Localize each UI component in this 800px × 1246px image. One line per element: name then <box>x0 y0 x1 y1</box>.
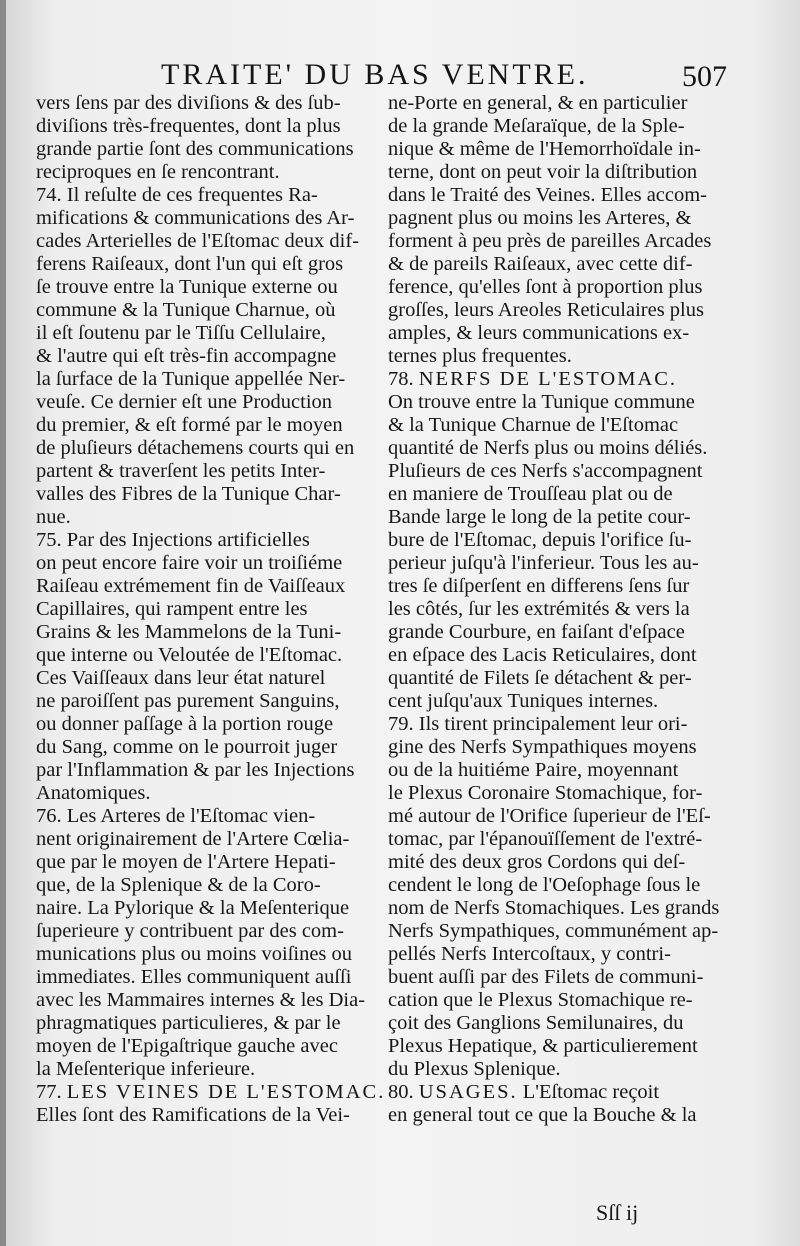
text-line: de la grande Meſaraïque, de la Sple- <box>388 115 685 137</box>
text-line: cades Arterielles de l'Eſtomac deux dif- <box>36 230 360 252</box>
text-line: la Meſenterique inferieure. <box>36 1058 256 1080</box>
text-line: valles des Fibres de la Tunique Char- <box>36 483 341 505</box>
text-line: quantité de Filets ſe détachent & per- <box>388 667 692 689</box>
page-number: 507 <box>682 60 727 93</box>
text-line: on peut encore faire voir un troiſiéme <box>36 552 343 574</box>
text-line: ference, qu'elles ſont à proportion plus <box>388 276 703 298</box>
book-page <box>6 0 800 1246</box>
text-line: 79. Ils tirent principalement leur ori- <box>388 713 688 735</box>
text-line: forment à peu près de pareilles Arcades <box>388 230 712 252</box>
section-number: 77. <box>36 1081 62 1103</box>
text-line: cation que le Plexus Stomachique re- <box>388 989 693 1011</box>
text-line: On trouve entre la Tunique commune <box>388 391 695 413</box>
text-line: & l'autre qui eſt très-fin accompagne <box>36 345 337 367</box>
text-line: tomac, par l'épanouïſſement de l'extré- <box>388 828 703 850</box>
text-line: cendent le long de l'Oeſophage ſous le <box>388 874 701 896</box>
text-line: ſuperieure y contribuent par des com- <box>36 920 344 942</box>
text-line: du Plexus Splenique. <box>388 1058 561 1080</box>
text-line: pellés Nerfs Intercoſtaux, y contri- <box>388 943 671 965</box>
text-line: dans le Traité des Veines. Elles accom- <box>388 184 708 206</box>
text-line: Capillaires, qui rampent entre les <box>36 598 308 620</box>
text-line: phragmatiques particulieres, & par le <box>36 1012 341 1034</box>
text-line: Anatomiques. <box>36 782 151 804</box>
text-line: Plexus Hepatique, & particulierement <box>388 1035 698 1057</box>
text-line: terne, dont on peut voir la diſtribution <box>388 161 698 183</box>
text-line: 75. Par des Injections artificielles <box>36 529 310 551</box>
text-line: en maniere de Trouſſeau plat ou de <box>388 483 673 505</box>
text-line: nom de Nerfs Stomachiques. Les grands <box>388 897 720 919</box>
text-line: grande Courbure, en faiſant d'eſpace <box>388 621 685 643</box>
text-line: en eſpace des Lacis Reticulaires, dont <box>388 644 697 666</box>
signature-mark: Sſſ ij <box>596 1200 639 1225</box>
text-line: 76. Les Arteres de l'Eſtomac vien- <box>36 805 316 827</box>
text-line: ne paroiſſent pas purement Sanguins, <box>36 690 340 712</box>
text-line: mité des deux gros Cordons qui deſ- <box>388 851 686 873</box>
text-line: Grains & les Mammelons de la Tuni- <box>36 621 342 643</box>
text-line: Pluſieurs de ces Nerfs s'accompagnent <box>388 460 703 482</box>
text-line: du premier, & eſt formé par le moyen <box>36 414 343 436</box>
section-heading-78 <box>388 368 718 391</box>
text-line: nent originairement de l'Artere Cœlia- <box>36 828 350 850</box>
text-line: Elles ſont des Ramifications de la Vei- <box>36 1104 350 1126</box>
text-line: munications plus ou moins voiſines ou <box>36 943 353 965</box>
text-line: veuſe. Ce dernier eſt une Production <box>36 391 333 413</box>
text-line: il eſt ſoutenu par le Tiſſu Cellulaire, <box>36 322 326 344</box>
text-line: amples, & leurs communications ex- <box>388 322 690 344</box>
text-line: en general tout ce que la Bouche & la <box>388 1104 697 1126</box>
text-line: & de pareils Raiſeaux, avec cette dif- <box>388 253 693 275</box>
text-line: immediates. Elles communiquent auſſi <box>36 966 352 988</box>
text-line: grande partie ſont des communications <box>36 138 354 160</box>
text-line: pagnent plus ou moins les Arteres, & <box>388 207 692 229</box>
text-line: du Sang, comme on le pourroit juger <box>36 736 338 758</box>
section-number: 80. <box>388 1081 414 1103</box>
text-line: buent auſſi par des Filets de communi- <box>388 966 704 988</box>
text-line: cent juſqu'aux Tuniques internes. <box>388 690 659 712</box>
section-title: NERFS DE L'ESTOMAC. <box>418 368 678 390</box>
text-line: le Plexus Coronaire Stomachique, for- <box>388 782 703 804</box>
text-line: quantité de Nerfs plus ou moins déliés. <box>388 437 708 459</box>
section-title: USAGES. <box>418 1081 518 1103</box>
text-line: partent & traverſent les petits Inter- <box>36 460 326 482</box>
text-line: ou donner paſſage à la portion rouge <box>36 713 334 735</box>
text-line: reciproques en ſe rencontrant. <box>36 161 280 183</box>
text-line: vers ſens par des diviſions & des ſub- <box>36 92 341 114</box>
text-line: nique & même de l'Hemorrhoïdale in- <box>388 138 701 160</box>
text-line: Bande large le long de la petite cour- <box>388 506 691 528</box>
text-line: perieur juſqu'à l'inferieur. Tous les au- <box>388 552 699 574</box>
text-line: Raiſeau extrémement fin de Vaiſſeaux <box>36 575 346 597</box>
text-line: que, de la Splenique & de la Coro- <box>36 874 321 896</box>
text-line: Nerfs Sympathiques, communément ap- <box>388 920 719 942</box>
text-line: nue. <box>36 506 71 528</box>
text-line: commune & la Tunique Charnue, où <box>36 299 336 321</box>
text-line: ou de la huitiéme Paire, moyennant <box>388 759 679 781</box>
text-line: çoit des Ganglions Semilunaires, du <box>388 1012 684 1034</box>
text-line: ferens Raiſeaux, dont l'un qui eſt gros <box>36 253 344 275</box>
text-line: mifications & communications des Ar- <box>36 207 355 229</box>
text-line: naire. La Pylorique & la Meſenterique <box>36 897 350 919</box>
text-line: diviſions très-frequentes, dont la plus <box>36 115 341 137</box>
text-line: 74. Il reſulte de ces frequentes Ra- <box>36 184 318 206</box>
text-line: ne-Porte en general, & en particulier <box>388 92 688 114</box>
text-line: que par le moyen de l'Artere Hepati- <box>36 851 336 873</box>
text-line: tres ſe diſperſent en differens ſens ſur <box>388 575 690 597</box>
text-line: moyen de l'Epigaſtrique gauche avec <box>36 1035 338 1057</box>
text-fragment: L'Eſtomac reçoit <box>522 1081 660 1103</box>
section-heading-77 <box>36 1081 386 1104</box>
left-column <box>36 92 386 1127</box>
text-line: Ces Vaiſſeaux dans leur état naturel <box>36 667 326 689</box>
text-line: gine des Nerfs Sympathiques moyens <box>388 736 697 758</box>
text-line: & la Tunique Charnue de l'Eſtomac <box>388 414 679 436</box>
running-title: TRAITE' DU BAS VENTRE. <box>161 58 589 91</box>
right-column <box>388 92 718 1127</box>
section-number: 78. <box>388 368 414 390</box>
text-line: par l'Inflammation & par les Injections <box>36 759 355 781</box>
text-line: que interne ou Veloutée de l'Eſtomac. <box>36 644 343 666</box>
text-line: groſſes, leurs Areoles Reticulaires plus <box>388 299 704 321</box>
text-line: ſe trouve entre la Tunique externe ou <box>36 276 338 298</box>
text-line: bure de l'Eſtomac, depuis l'orifice ſu- <box>388 529 692 551</box>
text-line: de pluſieurs détachemens courts qui en <box>36 437 355 459</box>
section-heading-80 <box>388 1081 718 1104</box>
text-line: ternes plus frequentes. <box>388 345 572 367</box>
text-line: la ſurface de la Tunique appellée Ner- <box>36 368 346 390</box>
text-line: les côtés, ſur les extrémités & vers la <box>388 598 690 620</box>
text-line: mé autour de l'Orifice ſuperieur de l'Eſ- <box>388 805 711 827</box>
text-line: avec les Mammaires internes & les Dia- <box>36 989 366 1011</box>
section-title: LES VEINES DE L'ESTOMAC. <box>66 1081 386 1103</box>
